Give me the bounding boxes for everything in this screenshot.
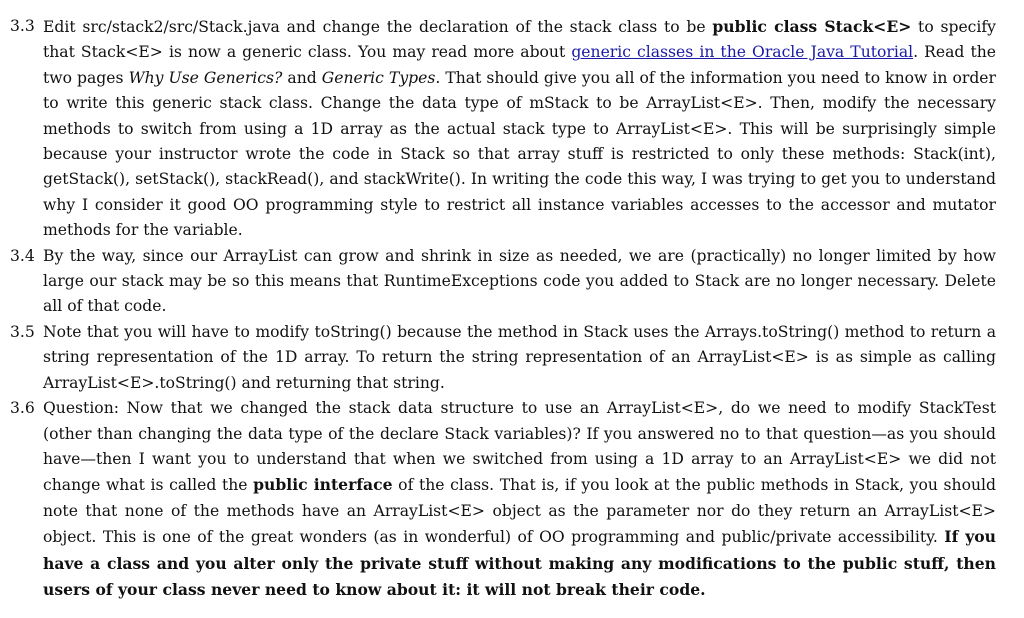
item-text: Note that you will have to modify toString() because the method in Stack uses the Arrays.toString() method to return a string representation of the 1D array. To return the string representation of an ArrayList<E> is as simple as calling ArrayList<E>.toString() and returning that string. (43, 322, 996, 392)
item-number: 3.4 (10, 246, 35, 265)
page-title-why-use-generics: Why Use Generics? (128, 68, 283, 87)
list-item-3-5 (10, 320, 996, 396)
item-text: Edit src/stack2/src/Stack.java and change the declaration of the stack class to be public class Stack<E> to specify that Stack<E> is now a generic class. You may read more about generic classes in the Oracle Java Tutorial. Read the two pages Why Use Generics? and Generic Types. That should give you all of the information you need to know in order to write this generic stack class. Change the data type of mStack to be ArrayList<E>. Then, modify the necessary methods to switch from using a 1D array as the actual stack type to ArrayList<E>. This will be surprisingly simple because your instructor wrote the code in Stack so that array stuff is restricted to only these methods: Stack(int), getStack(), setStack(), stackRead(), and stackWrite(). In writing the code this way, I was trying to get you to understand why I consider it good OO programming style to restrict all instance variables accesses to the accessor and mutator methods for the variable. (43, 17, 996, 240)
class-declaration: public class Stack<E> (712, 17, 912, 36)
item-number: 3.5 (10, 322, 35, 341)
item-text: Question: Now that we changed the stack data structure to use an ArrayList<E>, do we need to modify StackTest (other than changing the data type of the declare Stack variables)? If you answered no to that question—as you should have—then I want you to understand that when we switched from using a 1D array to an ArrayList<E> we did not change what is called the public interface of the class. That is, if you look at the public methods in Stack, you should note that none of the methods have an ArrayList<E> object as the parameter nor do they return an ArrayList<E> object. This is one of the great wonders (as in wonderful) of OO programming and public/private accessibility. If you have a class and you alter only the private stuff without making any modifications to the public stuff, then users of your class never need to know about it: it will not break their code. (43, 399, 997, 599)
list-item-3-3 (10, 14, 996, 244)
emphasis-conclusion: If you have a class and you alter only the private stuff without making any modifications to the public stuff, then users of your class never need to know about it: it will not break their code. (43, 527, 997, 599)
page-title-generic-types: Generic Types (321, 68, 436, 87)
oracle-tutorial-link[interactable]: generic classes in the Oracle Java Tutorial (571, 43, 914, 62)
item-number: 3.6 (10, 399, 35, 418)
list-item-3-6 (10, 396, 996, 603)
list-item-3-4 (10, 244, 996, 320)
item-text: By the way, since our ArrayList can grow and shrink in size as needed, we are (practically) no longer limited by how large our stack may be so this means that RuntimeExceptions code you added to Stack are no longer necessary. Delete all of that code. (43, 246, 996, 316)
item-number: 3.3 (10, 17, 35, 35)
public-interface-term: public interface (253, 475, 393, 495)
